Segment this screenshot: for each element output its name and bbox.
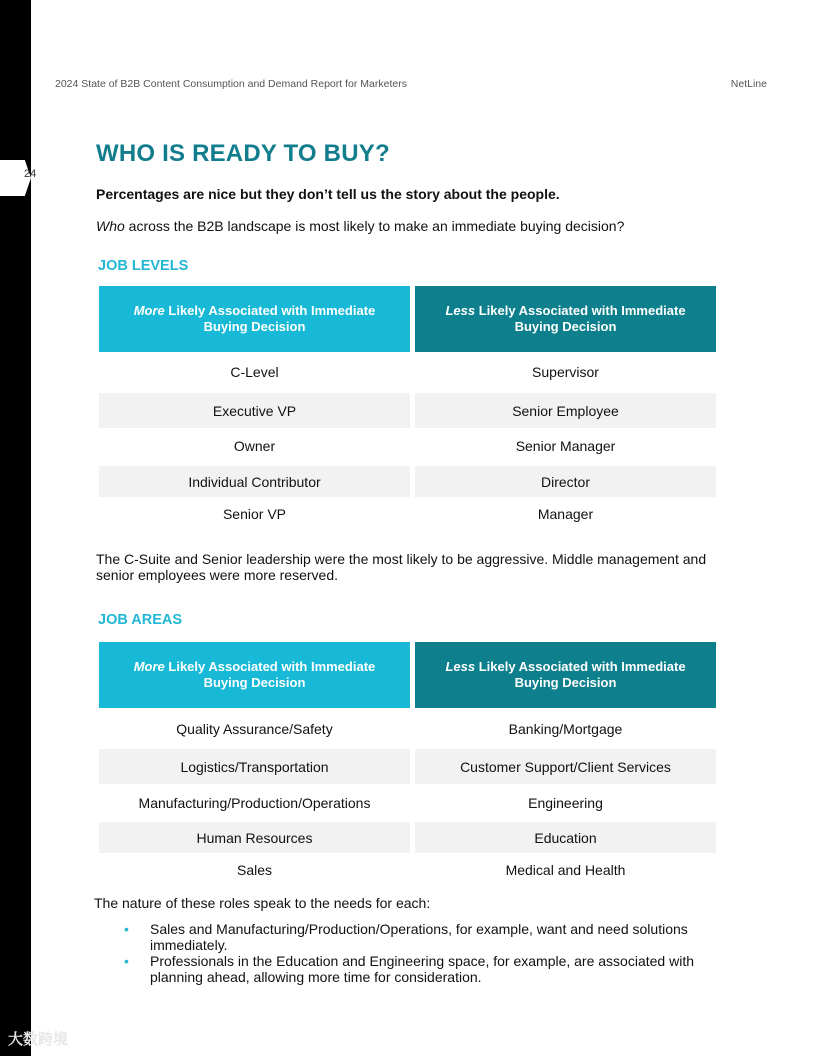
question-emphasis: Who	[96, 218, 125, 234]
more-cell: Quality Assurance/Safety	[176, 720, 333, 737]
table-row	[99, 710, 716, 747]
more-emphasis: More	[133, 303, 165, 318]
less-header-rest: Likely Associated with Immediate Buying Decision	[475, 303, 686, 334]
table-header	[99, 642, 716, 708]
less-cell: Director	[415, 466, 716, 497]
table-row	[99, 428, 716, 464]
more-cell: C-Level	[230, 364, 279, 380]
list-item	[124, 921, 714, 953]
more-likely-header	[99, 642, 410, 708]
table-row	[99, 354, 716, 390]
table-row	[99, 393, 716, 428]
less-likely-header	[415, 642, 716, 708]
more-cell: Human Resources	[99, 822, 410, 853]
bullet-text: Sales and Manufacturing/Production/Operations, for example, want and need solutions immediately.	[150, 921, 688, 953]
less-likely-header	[415, 286, 716, 352]
left-margin-bar	[0, 0, 31, 1056]
bullet-icon: •	[124, 953, 129, 969]
less-cell: Senior Manager	[515, 438, 616, 454]
job-areas-table	[99, 642, 716, 887]
table-row	[99, 784, 716, 822]
bullet-icon: •	[124, 921, 129, 937]
page-title: WHO IS READY TO BUY?	[96, 140, 390, 167]
table-row	[99, 466, 716, 497]
job-levels-heading: JOB LEVELS	[98, 258, 189, 274]
job-levels-summary: The C-Suite and Senior leadership were the most likely to be aggressive. Middle management and senior employees were more reserved.	[96, 551, 707, 583]
more-cell: Logistics/Transportation	[99, 749, 410, 784]
more-emphasis: More	[133, 659, 165, 674]
table-row	[99, 822, 716, 853]
more-likely-header	[99, 286, 410, 352]
less-cell: Banking/Mortgage	[508, 720, 623, 737]
table-header	[99, 286, 716, 352]
less-cell: Customer Support/Client Services	[415, 749, 716, 784]
table-row	[99, 749, 716, 784]
job-areas-intro: The nature of these roles speak to the needs for each:	[94, 895, 431, 911]
job-areas-heading: JOB AREAS	[98, 612, 183, 628]
less-emphasis: Less	[445, 659, 476, 674]
table-row	[99, 853, 716, 887]
more-cell: Senior VP	[222, 506, 287, 522]
less-cell: Education	[415, 822, 716, 853]
list-item	[124, 953, 714, 985]
more-cell: Individual Contributor	[99, 466, 410, 497]
bullet-text: Professionals in the Education and Engineering space, for example, are associated with planning ahead, allowing more time for consideration.	[150, 953, 694, 985]
more-cell: Sales	[236, 862, 273, 878]
question-text	[96, 218, 624, 234]
more-header-rest: Likely Associated with Immediate Buying Decision	[164, 303, 376, 334]
job-levels-table	[99, 286, 716, 531]
less-emphasis: Less	[445, 303, 476, 318]
bullet-list	[124, 921, 714, 985]
watermark: 大数跨境	[8, 1031, 69, 1048]
question-rest: across the B2B landscape is most likely to make an immediate buying decision?	[124, 218, 625, 234]
brand-name: NetLine	[730, 78, 767, 90]
report-title: 2024 State of B2B Content Consumption and Demand Report for Marketers	[55, 78, 407, 90]
less-header-rest: Likely Associated with Immediate Buying Decision	[475, 659, 686, 690]
more-cell: Executive VP	[99, 393, 410, 428]
lead-text: Percentages are nice but they don’t tell us the story about the people.	[96, 186, 560, 202]
more-header-rest: Likely Associated with Immediate Buying Decision	[164, 659, 376, 690]
less-cell: Engineering	[528, 795, 603, 811]
less-cell: Manager	[537, 506, 594, 522]
more-cell: Owner	[233, 438, 276, 454]
less-cell: Supervisor	[532, 364, 599, 380]
page-number: 24	[24, 168, 37, 180]
less-cell: Medical and Health	[505, 862, 626, 878]
more-cell: Manufacturing/Production/Operations	[138, 795, 371, 811]
less-cell: Senior Employee	[415, 393, 716, 428]
table-row	[99, 497, 716, 531]
